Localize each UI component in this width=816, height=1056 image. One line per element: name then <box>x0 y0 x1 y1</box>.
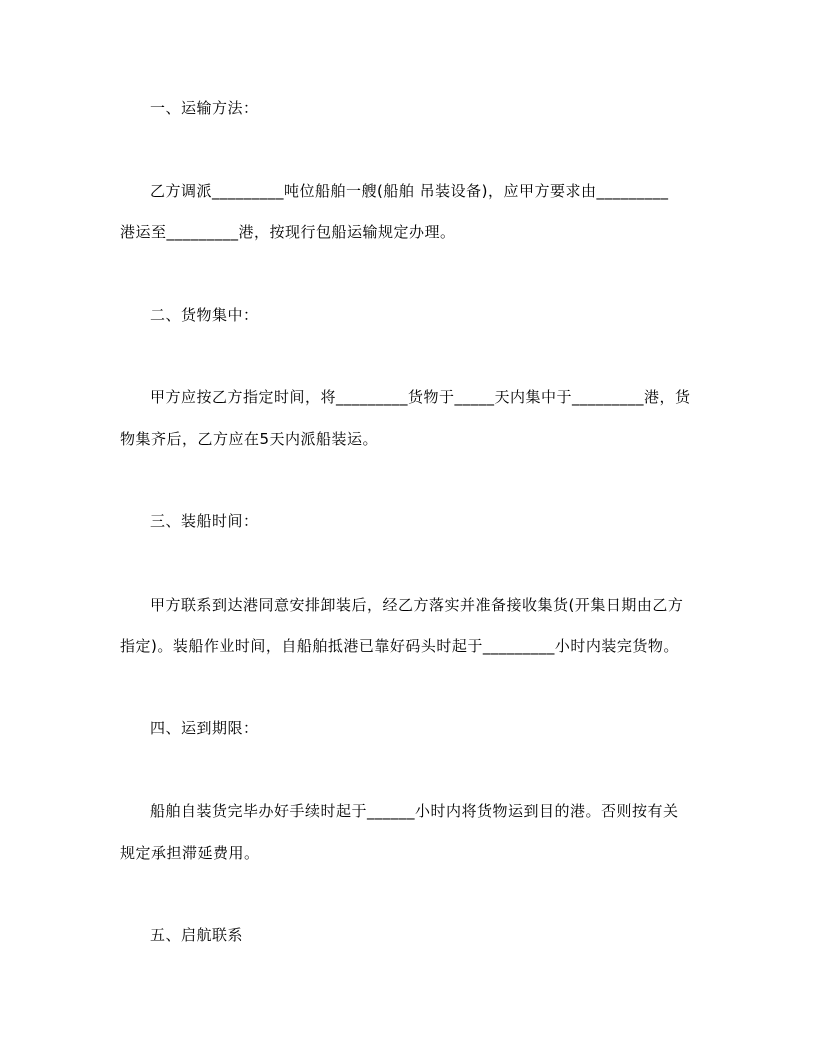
section-heading-4: 四、运到期限： <box>150 719 259 737</box>
section-4-line-1: 船舶自装货完毕办好手续时起于______小时内将货物运到目的港。否则按有关 <box>150 802 679 820</box>
section-4-line-2: 规定承担滞延费用。 <box>120 844 260 862</box>
section-1-line-1: 乙方调派_________吨位船舶一艘(船舶 吊装设备)，应甲方要求由_________ <box>150 182 669 200</box>
section-1-line-2: 港运至_________港，按现行包船运输规定办理。 <box>120 223 456 241</box>
section-3-line-1: 甲方联系到达港同意安排卸装后，经乙方落实并准备接收集货(开集日期由乙方 <box>150 596 684 614</box>
section-heading-3: 三、装船时间： <box>150 512 259 530</box>
section-heading-2: 二、货物集中： <box>150 306 259 324</box>
section-2-line-1: 甲方应按乙方指定时间，将_________货物于_____天内集中于_________港，货 <box>150 388 691 406</box>
section-heading-1: 一、运输方法： <box>150 99 259 117</box>
section-2-line-2: 物集齐后，乙方应在5天内派船装运。 <box>120 430 379 448</box>
section-heading-5: 五、启航联系 <box>150 926 244 944</box>
section-3-line-2: 指定)。装船作业时间，自船舶抵港已靠好码头时起于_________小时内装完货物。 <box>120 637 679 655</box>
